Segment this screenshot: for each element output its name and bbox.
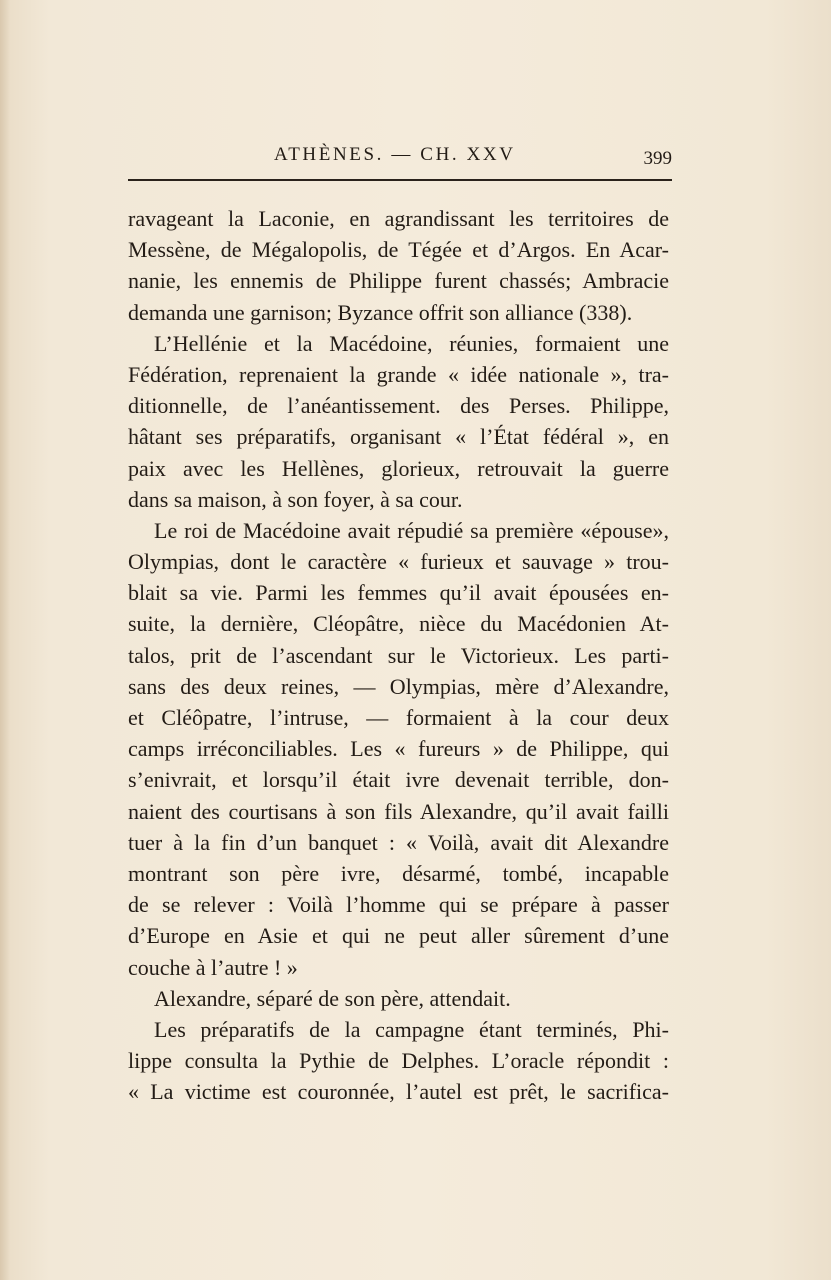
text-line: hâtant ses préparatifs, organisant « l’État fédéral », en <box>128 424 669 450</box>
text-line: d’Europe en Asie et qui ne peut aller sûrement d’une <box>128 923 669 949</box>
text-line: sans des deux reines, — Olympias, mère d’Alexandre, <box>128 673 669 699</box>
text-line: paix avec les Hellènes, glorieux, retrouvait la guerre <box>128 455 669 481</box>
running-title: ATHÈNES. — CH. XXV <box>274 144 516 165</box>
page-gutter-shadow <box>0 0 10 1280</box>
text-line: Fédération, reprenaient la grande « idée nationale », tra- <box>128 361 669 387</box>
text-line: talos, prit de l’ascendant sur le Victorieux. Les parti- <box>128 642 669 668</box>
text-line: tuer à la fin d’un banquet : « Voilà, avait dit Alexandre <box>128 829 669 855</box>
text-line: s’enivrait, et lorsqu’il était ivre devenait terrible, don- <box>128 767 669 793</box>
text-line: suite, la dernière, Cléopâtre, nièce du Macédonien At- <box>128 611 669 637</box>
text-line: demanda une garnison; Byzance offrit son alliance (338). <box>128 299 633 325</box>
page-number: 399 <box>643 148 672 169</box>
text-line: blait sa vie. Parmi les femmes qu’il avait épousées en- <box>128 580 669 606</box>
header-rule <box>128 179 672 181</box>
body-text <box>128 203 669 1107</box>
text-line: Le roi de Macédoine avait répudié sa première «épouse», <box>154 517 669 543</box>
text-line: montrant son père ivre, désarmé, tombé, incapable <box>128 860 669 886</box>
text-line: lippe consulta la Pythie de Delphes. L’oracle répondit : <box>128 1048 669 1074</box>
text-line: couche à l’autre ! » <box>128 954 298 980</box>
text-line: ditionnelle, de l’anéantissement. des Perses. Philippe, <box>128 393 669 419</box>
text-line: naient des courtisans à son fils Alexandre, qu’il avait failli <box>128 798 669 824</box>
page-header <box>128 140 672 180</box>
text-line: dans sa maison, à son foyer, à sa cour. <box>128 486 463 512</box>
text-line: Messène, de Mégalopolis, de Tégée et d’Argos. En Acar- <box>128 237 669 263</box>
text-line: Alexandre, séparé de son père, attendait. <box>154 985 511 1011</box>
text-line: Olympias, dont le caractère « furieux et sauvage » trou- <box>128 549 669 575</box>
text-line: nanie, les ennemis de Philippe furent chassés; Ambracie <box>128 268 669 294</box>
text-line: camps irréconciliables. Les « fureurs » de Philippe, qui <box>128 736 669 762</box>
text-line: Les préparatifs de la campagne étant terminés, Phi- <box>154 1016 669 1042</box>
text-line: L’Hellénie et la Macédoine, réunies, formaient une <box>154 330 669 356</box>
text-line: et Cléôpatre, l’intruse, — formaient à la cour deux <box>128 705 669 730</box>
text-line: de se relever : Voilà l’homme qui se prépare à passer <box>128 892 669 918</box>
text-line: ravageant la Laconie, en agrandissant les territoires de <box>128 206 669 231</box>
text-line: « La victime est couronnée, l’autel est prêt, le sacrifica- <box>128 1079 669 1105</box>
